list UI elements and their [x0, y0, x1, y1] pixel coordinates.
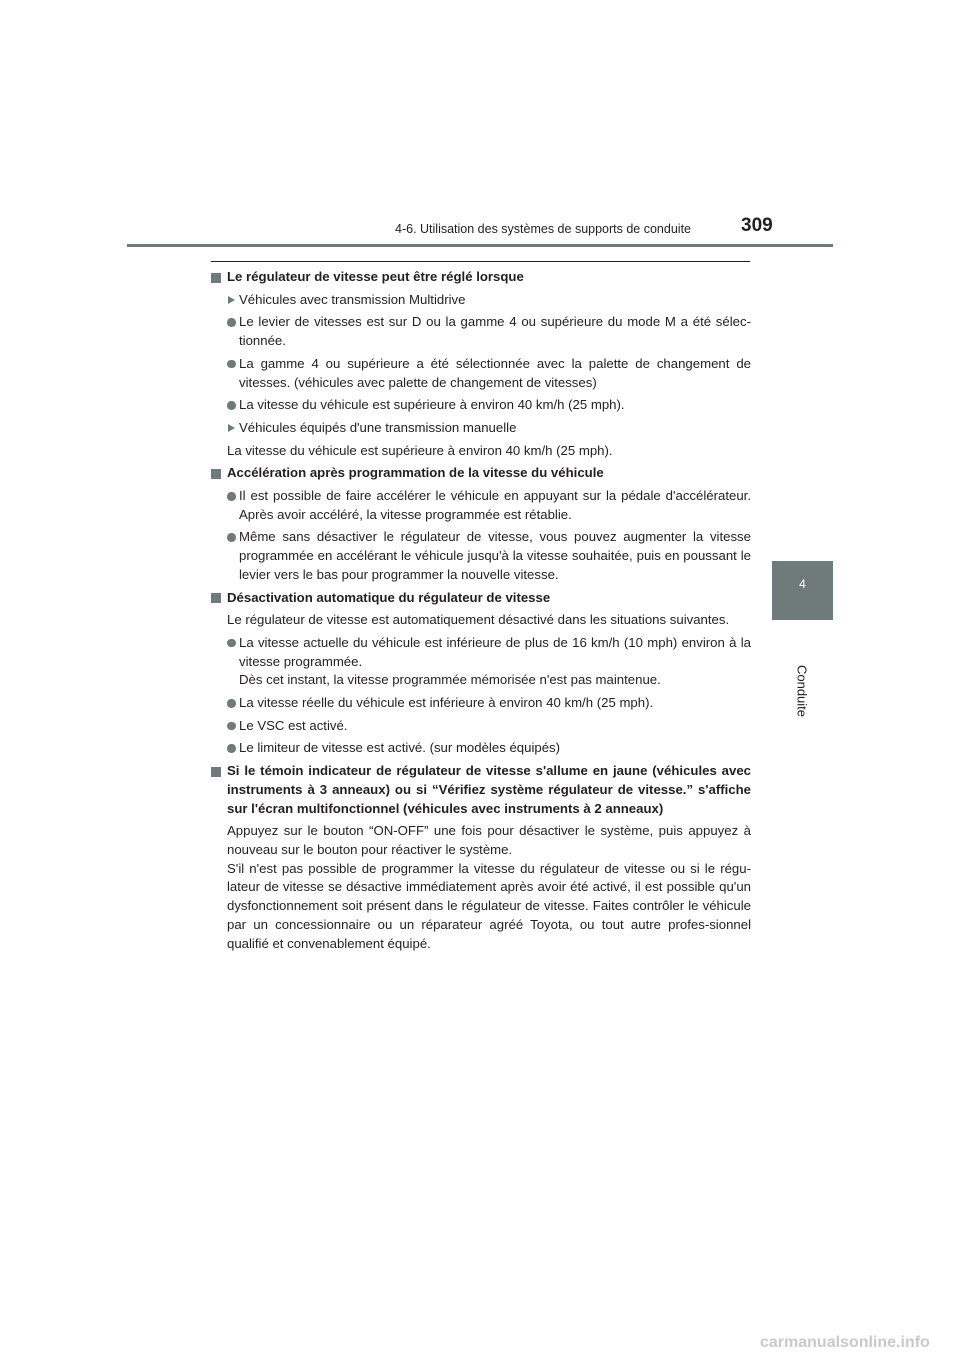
watermark: carmanualsonline.info [760, 1334, 930, 1351]
circle-bullet-icon [227, 318, 236, 327]
bullet-item [211, 634, 751, 690]
main-content [211, 268, 751, 957]
arrow-item [211, 291, 751, 310]
square-bullet-icon [211, 767, 221, 777]
bullet-item-text: La vitesse réelle du véhicule est inférieure à environ 40 km/h (25 mph). [239, 695, 654, 711]
body-paragraph: S'il n'est pas possible de programmer la vitesse du régulateur de vitesse ou si le régu-lateur de vitesse se désactive immédiatement après avoir été activé, il est possible qu'un dysfonctionnement soit présent dans le régulateur de vitesse. Faites contrôler le véhicule par un concessionnaire ou un réparateur agréé Toyota, ou tout autre profes-sionnel qualifié et convenablement équipé. [227, 860, 751, 951]
bullet-item-text: Le limiteur de vitesse est activé. (sur modèles équipés) [239, 740, 561, 756]
square-bullet-icon [211, 273, 221, 283]
circle-bullet-icon [227, 639, 236, 648]
bullet-item [211, 739, 751, 758]
bullet-item-text: La vitesse du véhicule est supérieure à environ 40 km/h (25 mph). [239, 397, 625, 413]
section-heading-text: Accélération après programmation de la vitesse du véhicule [227, 465, 604, 481]
arrow-bullet-icon [228, 424, 235, 432]
chapter-side-label [795, 656, 809, 726]
circle-bullet-icon [227, 492, 236, 501]
bullet-item [211, 487, 751, 524]
section-heading-text: Le régulateur de vitesse peut être réglé lorsque [227, 269, 524, 284]
circle-bullet-icon [227, 360, 236, 369]
section-heading [211, 464, 751, 483]
arrow-item-text: Véhicules équipés d'une transmission manuelle [239, 419, 517, 435]
section-heading-text: Désactivation automatique du régulateur de vitesse [227, 589, 551, 605]
body-paragraph: Le régulateur de vitesse est automatiquement désactivé dans les situations suivantes. [227, 612, 730, 628]
page-number: 309 [741, 215, 773, 236]
chapter-side-label-text: Conduite [794, 664, 810, 718]
body-paragraph: La vitesse du véhicule est supérieure à environ 40 km/h (25 mph). [227, 442, 613, 458]
bullet-item [211, 355, 751, 392]
header-rule [127, 244, 833, 247]
section-heading [211, 589, 751, 608]
bullet-item [211, 528, 751, 584]
arrow-item [211, 419, 751, 438]
bullet-item-text: La vitesse actuelle du véhicule est inférieure de plus de 16 km/h (10 mph) environ à la vitesse programmée. [239, 634, 751, 669]
bullet-item [211, 694, 751, 713]
square-bullet-icon [211, 593, 221, 603]
square-bullet-icon [211, 469, 221, 479]
content-rule [211, 261, 750, 262]
arrow-bullet-icon [228, 296, 235, 304]
circle-bullet-icon [227, 401, 236, 410]
arrow-item-text: Véhicules avec transmission Multidrive [239, 291, 466, 307]
bullet-item [211, 313, 751, 350]
section-heading [211, 268, 751, 287]
bullet-item-text: Le levier de vitesses est sur D ou la gamme 4 ou supérieure du mode M a été sélec-tionnée. [239, 314, 751, 349]
bullet-item [211, 717, 751, 736]
bullet-item-text: Même sans désactiver le régulateur de vitesse, vous pouvez augmenter la vitesse programmée en accélérant le véhicule jusqu'à la vitesse souhaitée, puis en poussant le levier vers le bas pour programmer la nouvelle vitesse. [239, 529, 751, 582]
bullet-item-text: Le VSC est activé. [239, 717, 348, 733]
bullet-item-text: La gamme 4 ou supérieure a été sélectionnée avec la palette de changement de vitesses. (véhicules avec palette de changement de vitesses) [239, 355, 751, 390]
bullet-item-text: Il est possible de faire accélérer le véhicule en appuyant sur la pédale d'accélérateur. Après avoir accéléré, la vitesse programmée est rétablie. [239, 488, 751, 522]
body-paragraph: Appuyez sur le bouton “ON-OFF” une fois pour désactiver le système, puis appuyez à nouveau sur le bouton pour réactiver le système. [227, 823, 751, 857]
bullet-item [211, 396, 751, 415]
circle-bullet-icon [227, 722, 236, 731]
circle-bullet-icon [227, 699, 236, 708]
section-heading-text: Si le témoin indicateur de régulateur de vitesse s'allume en jaune (véhicules avec instruments à 3 anneaux) ou si “Vérifiez système régulateur de vitesse.” s'affiche sur l'écran multifonctionnel (véhicules avec instruments à 2 anneaux) [227, 763, 751, 816]
chapter-tab-number: 4 [799, 577, 806, 591]
chapter-tab [772, 561, 833, 620]
circle-bullet-icon [227, 533, 236, 542]
page-header-title: 4-6. Utilisation des systèmes de supports de conduite [395, 222, 691, 236]
bullet-item-text-continued: Dès cet instant, la vitesse programmée mémorisée n'est pas maintenue. [239, 672, 661, 688]
circle-bullet-icon [227, 744, 236, 753]
section-heading [211, 762, 751, 818]
